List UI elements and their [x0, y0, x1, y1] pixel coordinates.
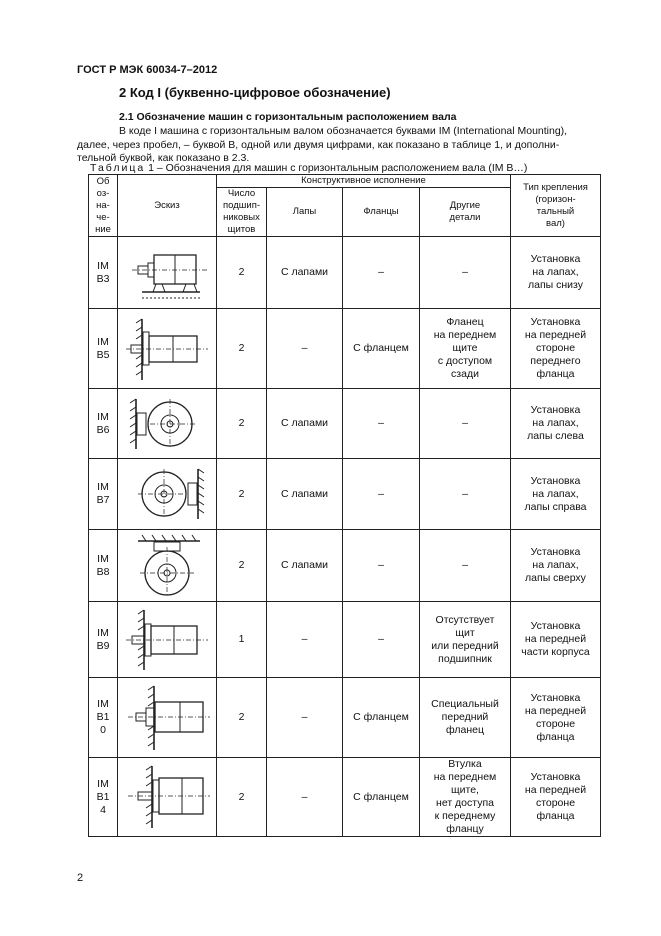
standard-header: ГОСТ Р МЭК 60034-7–2012 — [77, 64, 218, 76]
row-mounting: Установка на лапах, лапы справа — [511, 459, 601, 530]
row-mounting: Установка на передней стороне фланца — [511, 758, 601, 837]
row-feet: С лапами — [267, 530, 343, 602]
page-number: 2 — [77, 872, 84, 884]
section-title: 2 Код I (буквенно-цифровое обозначение) — [119, 85, 391, 100]
row-other: Фланец на переднем щите с доступом сзади — [420, 309, 511, 389]
row-feet: – — [267, 678, 343, 758]
row-code: IM B6 — [89, 389, 118, 459]
table-caption — [90, 162, 527, 174]
row-mounting: Установка на лапах, лапы слева — [511, 389, 601, 459]
para-line-3: тельной буквой, как показано в 2.3. — [77, 152, 250, 165]
row-mounting: Установка на лапах, лапы сверху — [511, 530, 601, 602]
row-other: – — [420, 389, 511, 459]
subsection-title: 2.1 Обозначение машин с горизонтальным расположением вала — [119, 111, 457, 123]
header-mounting: Тип крепления (горизон- тальный вал) — [511, 175, 601, 237]
row-code: IM B3 — [89, 237, 118, 309]
row-flanges: – — [343, 237, 420, 309]
para-line-2: далее, через пробел, – буквой B, одной или двумя цифрами, как показано в таблице 1, и дополни- — [77, 138, 560, 151]
row-feet: – — [267, 758, 343, 837]
row-code: IM B1 4 — [89, 758, 118, 837]
row-other: Отсутствует щит или передний подшипник — [420, 602, 511, 678]
row-bearings: 2 — [217, 678, 267, 758]
row-other: Втулка на переднем щите, нет доступа к переднему фланцу — [420, 758, 511, 837]
table-row — [89, 602, 601, 678]
header-sketch: Эскиз — [118, 175, 217, 237]
row-flanges: – — [343, 459, 420, 530]
motor-special-flange-icon — [118, 678, 217, 758]
table-row — [89, 389, 601, 459]
row-bearings: 2 — [217, 309, 267, 389]
row-feet: С лапами — [267, 237, 343, 309]
para-line-1: В коде I машина с горизонтальным валом обозначается буквами IM (International Mounting), — [119, 125, 568, 137]
header-designation: Об оз- на- че- ние — [89, 175, 118, 237]
motor-feet-right-icon — [118, 459, 217, 530]
header-bearings: Число подшип- никовых щитов — [217, 188, 267, 237]
row-flanges: – — [343, 389, 420, 459]
header-feet: Лапы — [267, 188, 343, 237]
table-row — [89, 459, 601, 530]
motor-feet-top-icon — [118, 530, 217, 602]
row-code: IM B8 — [89, 530, 118, 602]
table-row — [89, 758, 601, 837]
header-flanges: Фланцы — [343, 188, 420, 237]
row-code: IM B7 — [89, 459, 118, 530]
motor-feet-bottom-icon — [118, 237, 217, 309]
row-other: – — [420, 530, 511, 602]
row-code: IM B5 — [89, 309, 118, 389]
row-feet: С лапами — [267, 459, 343, 530]
motor-feet-left-icon — [118, 389, 217, 459]
row-flanges: – — [343, 530, 420, 602]
row-other: Специальный передний фланец — [420, 678, 511, 758]
row-mounting: Установка на лапах, лапы снизу — [511, 237, 601, 309]
row-bearings: 2 — [217, 389, 267, 459]
table-row — [89, 678, 601, 758]
motor-bushing-flange-icon — [118, 758, 217, 837]
caption-prefix: Таблица — [90, 162, 146, 174]
row-flanges: С фланцем — [343, 758, 420, 837]
row-feet: С лапами — [267, 389, 343, 459]
row-bearings: 2 — [217, 758, 267, 837]
intro-paragraph — [77, 125, 614, 166]
header-other: Другие детали — [420, 188, 511, 237]
row-bearings: 2 — [217, 237, 267, 309]
table-row — [89, 309, 601, 389]
motor-no-shield-icon — [118, 602, 217, 678]
row-flanges: С фланцем — [343, 309, 420, 389]
row-bearings: 2 — [217, 459, 267, 530]
row-mounting: Установка на передней части корпуса — [511, 602, 601, 678]
motor-front-flange-icon — [118, 309, 217, 389]
row-flanges: – — [343, 602, 420, 678]
row-code: IM B1 0 — [89, 678, 118, 758]
header-construction: Конструктивное исполнение — [217, 175, 511, 188]
designation-table — [88, 174, 601, 837]
table-row — [89, 530, 601, 602]
row-bearings: 1 — [217, 602, 267, 678]
row-other: – — [420, 459, 511, 530]
caption-text: 1 – Обозначения для машин с горизонтальным расположением вала (IM B…) — [145, 162, 528, 174]
row-flanges: С фланцем — [343, 678, 420, 758]
row-other: – — [420, 237, 511, 309]
table-row — [89, 237, 601, 309]
row-bearings: 2 — [217, 530, 267, 602]
row-code: IM B9 — [89, 602, 118, 678]
row-feet: – — [267, 602, 343, 678]
row-mounting: Установка на передней стороне фланца — [511, 678, 601, 758]
row-mounting: Установка на передней стороне переднего фланца — [511, 309, 601, 389]
row-feet: – — [267, 309, 343, 389]
